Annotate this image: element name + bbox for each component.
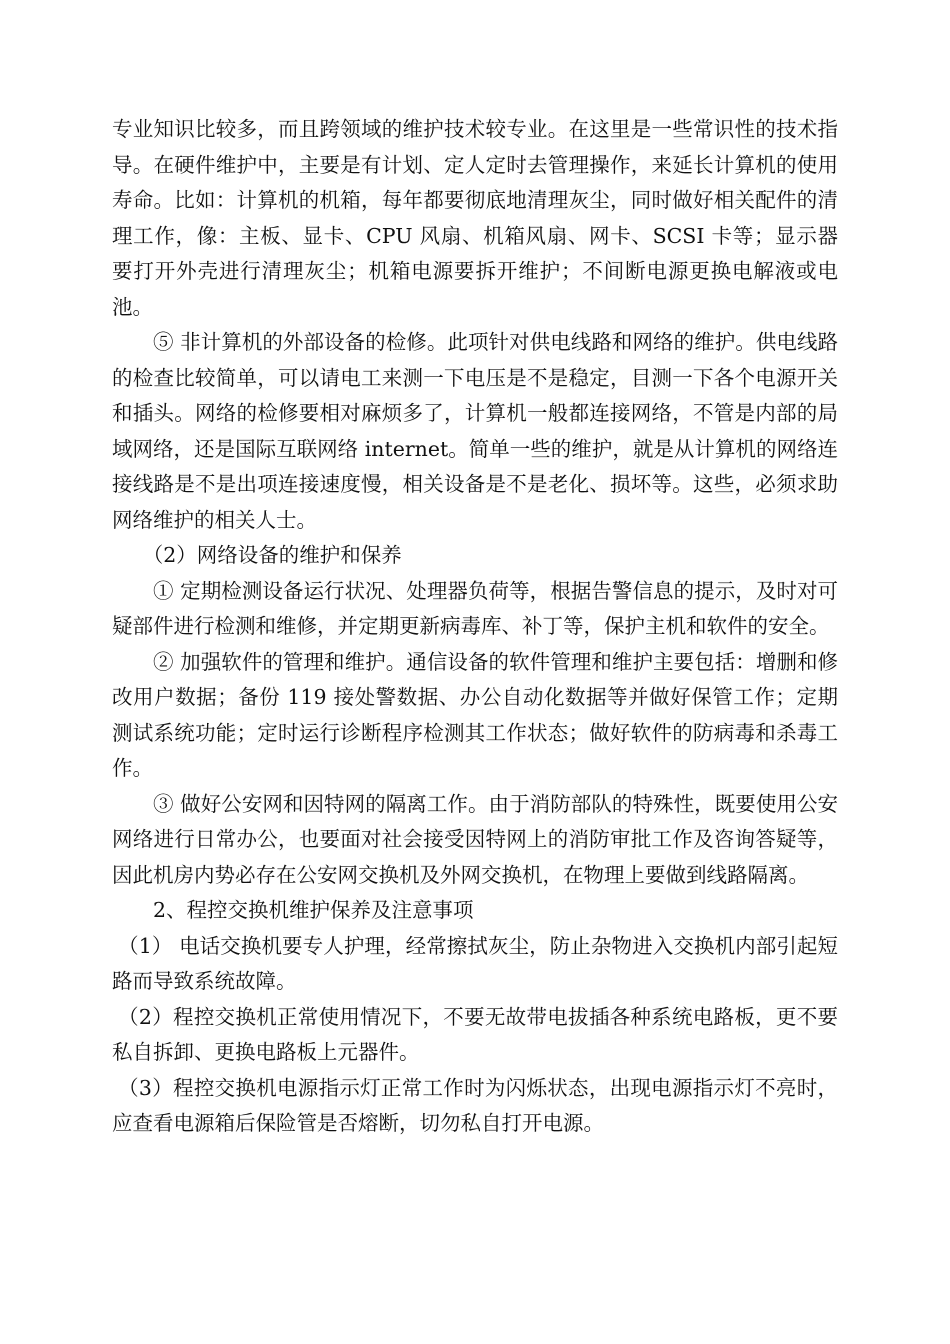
paragraph-external-device-repair: ⑤ 非计算机的外部设备的检修。此项针对供电线路和网络的维护。供电线路的检查比较简单，可以请电工来测一下电压是不是稳定，目测一下各个电源开关和插头。网络的检修要相对麻烦多了，计算机一般都连接网络，不管是内部的局域网络，还是国际互联网络 internet。简单一些的维护，就是从计算机的网络连接线路是不是出项连接速度慢，相关设备是不是老化、损坏等。这些，必须求助网络维护的相关人士。 (112, 330, 838, 532)
paragraph-switch-item-3: （3）程控交换机电源指示灯正常工作时为闪烁状态，出现电源指示灯不亮时，应查看电源箱后保险管是否熔断，切勿私自打开电源。 (112, 1075, 838, 1135)
section-heading-network-devices: （2）网络设备的维护和保养 (142, 543, 402, 567)
paragraph-item-2-software-management: ② 加强软件的管理和维护。通信设备的软件管理和维护主要包括：增删和修改用户数据；备份 119 接处警数据、办公自动化数据等并做好保管工作；定期测试系统功能；定时运行诊断程序检测其工作状态；做好软件的防病毒和杀毒工作。 (112, 649, 838, 780)
paragraph-item-3-network-isolation: ③ 做好公安网和因特网的隔离工作。由于消防部队的特殊性，既要使用公安网络进行日常办公，也要面对社会接受因特网上的消防审批工作及咨询答疑等，因此机房内势必存在公安网交换机及外网交换机，在物理上要做到线路隔离。 (112, 791, 838, 887)
paragraph-switch-item-1: （1） 电话交换机要专人护理，经常擦拭灰尘，防止杂物进入交换机内部引起短路而导致系统故障。 (112, 933, 838, 993)
document-body (112, 112, 838, 1142)
paragraph-item-1-device-check: ① 定期检测设备运行状况、处理器负荷等，根据告警信息的提示，及时对可疑部件进行检测和维修，并定期更新病毒库、补丁等，保护主机和软件的安全。 (112, 578, 838, 638)
section-heading-switch-maintenance: 2、程控交换机维护保养及注意事项 (153, 898, 474, 922)
paragraph-switch-item-2: （2）程控交换机正常使用情况下，不要无故带电拔插各种系统电路板，更不要私自拆卸、更换电路板上元器件。 (112, 1004, 838, 1064)
paragraph-hardware-maintenance: 专业知识比较多，而且跨领域的维护技术较专业。在这里是一些常识性的技术指导。在硬件维护中，主要是有计划、定人定时去管理操作，来延长计算机的使用寿命。比如：计算机的机箱，每年都要彻底地清理灰尘，同时做好相关配件的清理工作，像：主板、显卡、CPU 风扇、机箱风扇、网卡、SCSI 卡等；显示器要打开外壳进行清理灰尘；机箱电源要拆开维护；不间断电源更换电解液或电池。 (112, 117, 838, 319)
